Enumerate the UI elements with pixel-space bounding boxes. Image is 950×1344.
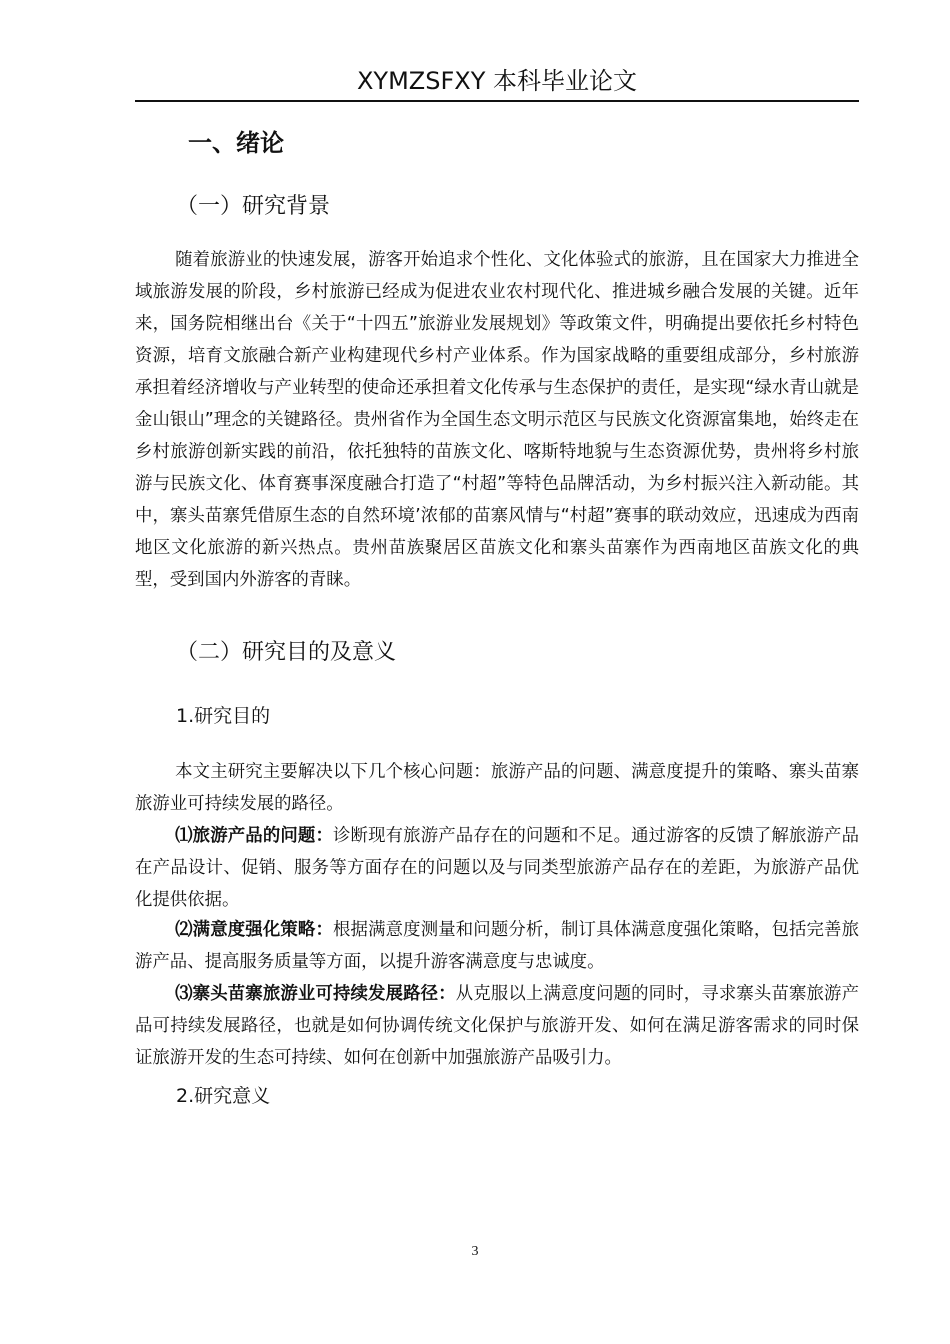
subsection-title-significance: 2.研究意义	[176, 1085, 271, 1107]
section-title-purpose: （二）研究目的及意义	[176, 640, 397, 665]
background-text: 随着旅游业的快速发展，游客开始追求个性化、文化体验式的旅游，且在国家大力推进全域旅游发展的阶段，乡村旅游已经成为促进农业农村现代化、推进城乡融合发展的关键。近年来，国务院相继出台《关于“十四五”旅游业发展规划》等政策文件，明确提出要依托乡村特色资源，培育文旅融合新产业构建现代乡村产业体系。作为国家战略的重要组成部分，乡村旅游承担着经济增收与产业转型的使命还承担着文化传承与生态保护的责任，是实现“绿水青山就是金山银山”理念的关键路径。贵州省作为全国生态文明示范区与民族文化资源富集地，始终走在乡村旅游创新实践的前沿，依托独特的苗族文化、喀斯特地貌与生态资源优势，贵州将乡村旅游与民族文化、体育赛事深度融合打造了“村超”等特色品牌活动，为乡村振兴注入新动能。其中，寨头苗寨凭借原生态的自然环境’浓郁的苗寨风情与“村超”赛事的联动效应，迅速成为西南地区文化旅游的新兴热点。贵州苗族聚居区苗族文化和寨头苗寨作为西南地区苗族文化的典型，受到国内外游客的青睐。	[135, 250, 859, 590]
purpose-item-3-label: ⑶寨头苗寨旅游业可持续发展路径：	[175, 984, 456, 1004]
purpose-item-1	[135, 820, 859, 916]
subsection-title-purpose: 1.研究目的	[176, 705, 271, 727]
purpose-item-2-label: ⑵满意度强化策略：	[175, 920, 333, 940]
purpose-item-2	[135, 914, 859, 978]
purpose-item-1-label: ⑴旅游产品的问题：	[175, 826, 333, 846]
purpose-item-1-text: 诊断现有旅游产品存在的问题和不足。通过游客的反馈了解旅游产品在产品设计、促销、服务等方面存在的问题以及与同类型旅游产品存在的差距，为旅游产品优化提供依据。	[135, 826, 859, 910]
chapter-title: 一、绪论	[188, 129, 284, 157]
section-title-background: （一）研究背景	[176, 194, 331, 219]
purpose-intro-paragraph	[135, 756, 859, 820]
page-number: 3	[471, 1244, 479, 1259]
purpose-item-3-text: 从克服以上满意度问题的同时，寻求寨头苗寨旅游产品可持续发展路径，也就是如何协调传统文化保护与旅游开发、如何在满足游客需求的同时保证旅游开发的生态可持续、如何在创新中加强旅游产品吸引力。	[135, 984, 859, 1068]
purpose-item-2-text: 根据满意度测量和问题分析，制订具体满意度强化策略，包括完善旅游产品、提高服务质量等方面，以提升游客满意度与忠诚度。	[135, 920, 859, 972]
purpose-item-3	[135, 978, 859, 1074]
background-paragraph	[135, 244, 859, 596]
header-rule	[135, 100, 859, 102]
purpose-intro-text: 本文主研究主要解决以下几个核心问题：旅游产品的问题、满意度提升的策略、寨头苗寨旅游业可持续发展的路径。	[135, 762, 859, 814]
running-header: XYMZSFXY 本科毕业论文	[356, 67, 638, 95]
